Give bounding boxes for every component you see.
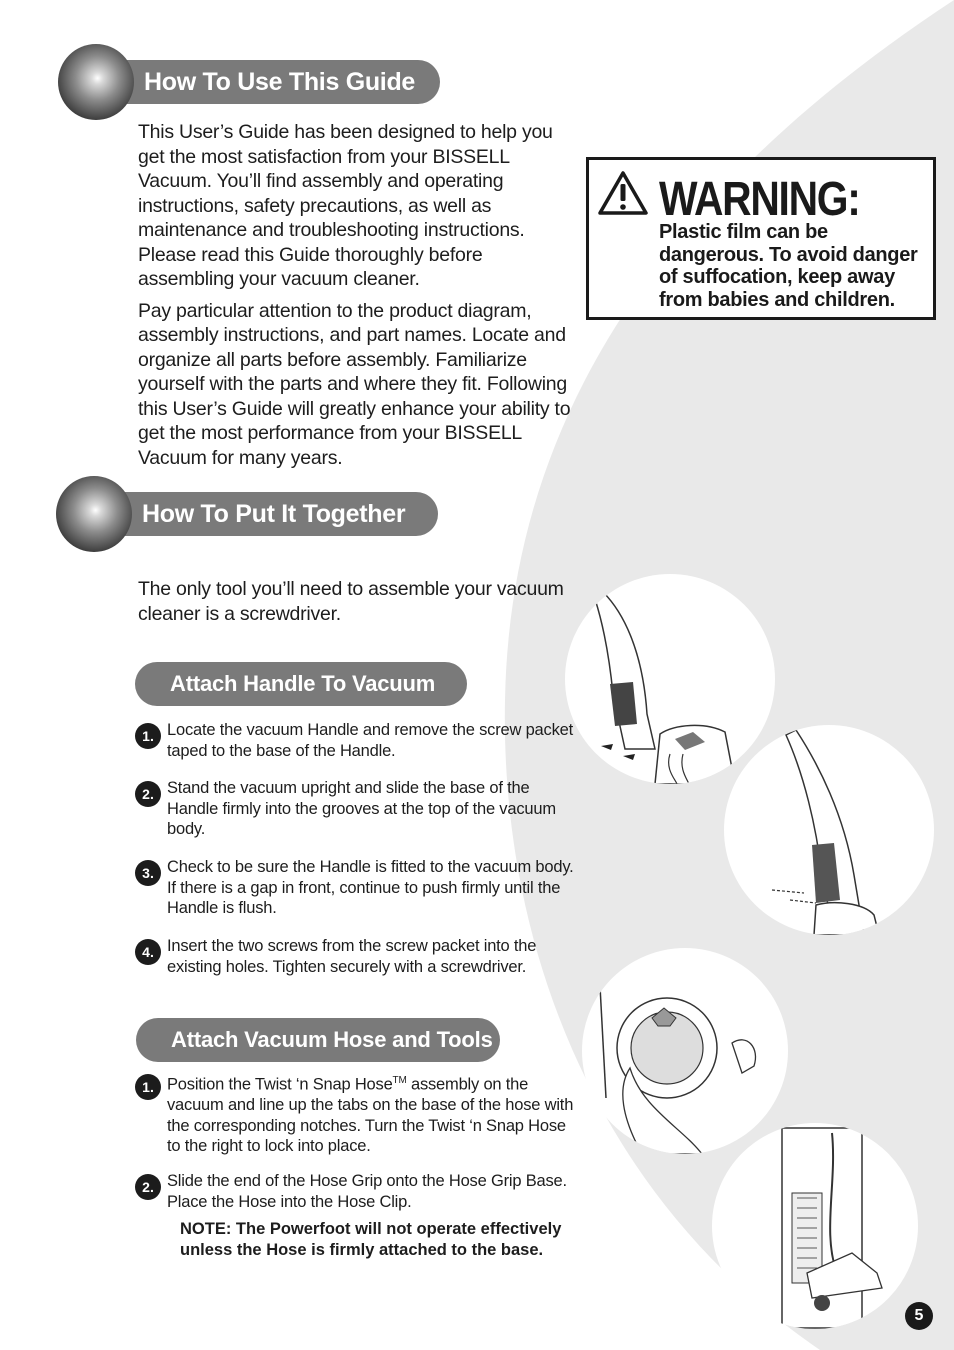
step-number: 2. (135, 781, 161, 807)
assemble-intro (138, 577, 578, 633)
intro-paragraph-2: Pay particular attention to the product diagram, assembly instructions, and part names. Locate and organize all parts before assembly. Familiarize yourself with the parts and where they fit. Following this User’s Guide will greatly enhance your ability to get the most performance from your BISSELL Vacuum for many years. (138, 299, 571, 469)
warning-triangle-icon (597, 170, 649, 216)
intro-paragraph-1: This User’s Guide has been designed to help you get the most satisfaction from your BISSELL Vacuum. You’ll find assembly and operating instructions, safety precautions, as well as maintenance and troubleshooting instructions. Please read this Guide thoroughly before assembling your vacuum cleaner. (138, 121, 553, 290)
step-text (167, 1071, 577, 1157)
step-text: Stand the vacuum upright and slide the base of the Handle firmly into the grooves at the top of the vacuum body. (167, 779, 556, 838)
intro-text (138, 120, 578, 477)
step-text: Slide the end of the Hose Grip onto the Hose Grip Base. Place the Hose into the Hose Clip. (167, 1172, 567, 1211)
section-title: How To Use This Guide (144, 68, 416, 96)
note-text: NOTE: The Powerfoot will not operate effectively unless the Hose is firmly attached to the base. (180, 1220, 562, 1259)
warning-title: WARNING: (659, 173, 860, 226)
subheader-attach-handle (135, 662, 467, 706)
section-title-pill (114, 60, 440, 104)
section-title: How To Put It Together (142, 500, 406, 528)
step-text: Insert the two screws from the screw packet into the existing holes. Tighten securely with a screwdriver. (167, 937, 537, 976)
trademark-mark: TM (392, 1075, 407, 1086)
illustration-hose-clip (712, 1123, 918, 1329)
step-text-part: assembly on the vacuum and line up the tabs on the base of the hose with the corresponding notches. Turn the Twist ‘n Snap Hose to the right to lock into place. (167, 1075, 574, 1155)
page-number: 5 (905, 1302, 933, 1330)
warning-box (586, 157, 936, 320)
step-text: Locate the vacuum Handle and remove the screw packet taped to the base of the Handle. (167, 721, 573, 760)
step-number: 1. (135, 723, 161, 749)
illustration-handle-slide (565, 574, 775, 784)
step-number: 1. (135, 1074, 161, 1100)
step-number: 3. (135, 860, 161, 886)
subheader-attach-hose (136, 1018, 500, 1062)
subheader-title: Attach Vacuum Hose and Tools (171, 1027, 493, 1052)
illustration-handle-screws (724, 725, 934, 935)
illustration-hose-twist (582, 948, 788, 1154)
section-header-use-guide (58, 60, 440, 106)
bullet-sphere-icon (58, 44, 134, 120)
assemble-intro-text: The only tool you’ll need to assemble your vacuum cleaner is a screwdriver. (138, 578, 564, 625)
subheader-title: Attach Handle To Vacuum (170, 671, 436, 696)
section-title-pill (112, 492, 438, 536)
step-number: 2. (135, 1174, 161, 1200)
warning-text: Plastic film can be dangerous. To avoid danger of suffocation, keep away from babies and children. (659, 221, 918, 311)
step-text-part: Position the Twist ‘n Snap Hose (167, 1075, 393, 1094)
section-header-assemble (56, 492, 438, 538)
step-number: 4. (135, 939, 161, 965)
bullet-sphere-icon (56, 476, 132, 552)
step-text: Check to be sure the Handle is fitted to the vacuum body. If there is a gap in front, continue to push firmly until the Handle is flush. (167, 858, 574, 917)
